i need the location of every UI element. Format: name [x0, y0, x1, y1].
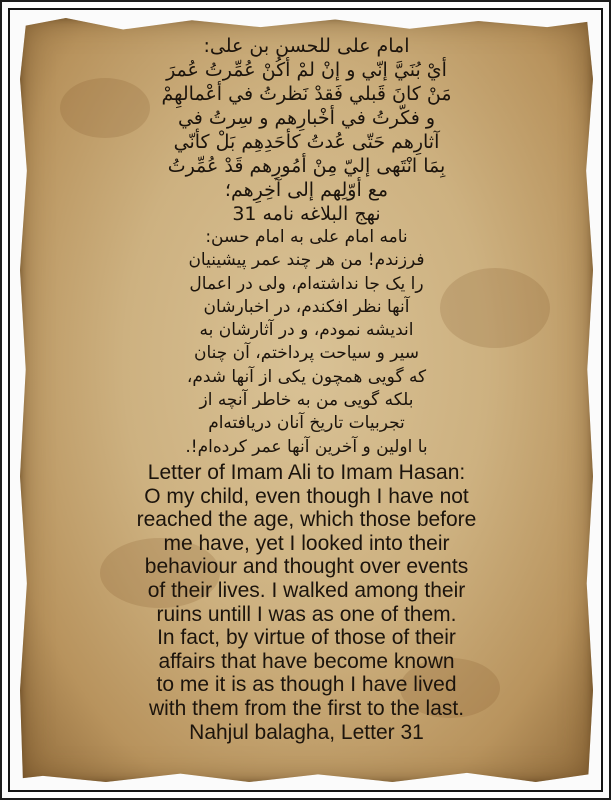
arabic-line: مع أوّلِهم إلى آخِرِهم؛	[224, 179, 389, 201]
persian-line: که گویی همچون یکی از آنها شدم،	[186, 366, 427, 387]
english-line: me have, yet I looked into their	[163, 531, 450, 555]
arabic-line: مَنْ كانَ قَبلي فَقدْ نَظرتُ في أعْمالهِمْ	[161, 83, 452, 105]
persian-translation	[20, 226, 593, 459]
english-source-line: Nahjul balagha, Letter 31	[189, 720, 424, 744]
english-line: ruins untill I was as one of them.	[156, 602, 457, 626]
quote-text-block	[20, 34, 593, 744]
arabic-source-line: نهج البلاغه نامه 31	[232, 203, 381, 225]
persian-line: تجربیات تاریخ آنان دریافته‌ام	[208, 413, 405, 434]
english-line: O my child, even though I have not	[144, 484, 469, 508]
persian-line: بلکه گویی من به خاطر آنچه از	[199, 390, 414, 411]
arabic-line: بِمَا انْتَهى إليّ مِنْ أمُورِهم قَدْ عُمِّرتُ	[167, 155, 446, 177]
persian-line: فرزندم! من هر چند عمر پیشینیان	[188, 250, 425, 271]
english-line: affairs that have become known	[158, 649, 455, 673]
english-line: In fact, by virtue of those of their	[157, 626, 456, 650]
arabic-line: آثارِهم حَتّى عُدتُ كأحَدِهِم بَلْ كأنّي	[173, 131, 440, 153]
english-line: reached the age, which those before	[136, 508, 477, 532]
persian-line: با اولین و آخرین آنها عمر کرده‌ام!.	[185, 436, 428, 457]
persian-line: آنها نظر افکندم، در اخبارشان	[203, 296, 410, 317]
arabic-line: أيْ بُنَيَّ إنّي و إنْ لمْ أكُنْ عُمِّرتُ عُمرَ	[166, 59, 447, 81]
arabic-quote	[20, 34, 593, 226]
persian-line: را یک جا نداشته‌ام، ولی در اعمال	[189, 273, 424, 294]
persian-line: سیر و سیاحت پرداختم، آن چنان	[193, 343, 420, 364]
arabic-line: امام علی للحسن بن علی:	[203, 35, 410, 57]
english-line: Letter of Imam Ali to Imam Hasan:	[147, 460, 466, 484]
english-translation	[20, 461, 593, 744]
persian-line: اندیشه نمودم، و در آثارشان به	[199, 320, 414, 341]
english-line: to me it is as though I have lived	[156, 673, 457, 697]
english-line: of their lives. I walked among their	[147, 578, 466, 602]
persian-line: نامه امام علی به امام حسن:	[205, 227, 408, 247]
english-line: with them from the first to the last.	[148, 696, 465, 720]
english-line: behaviour and thought over events	[144, 555, 469, 579]
arabic-line: و فكّرتُ في أخْبارِهم و سِرتُ في	[177, 107, 436, 129]
